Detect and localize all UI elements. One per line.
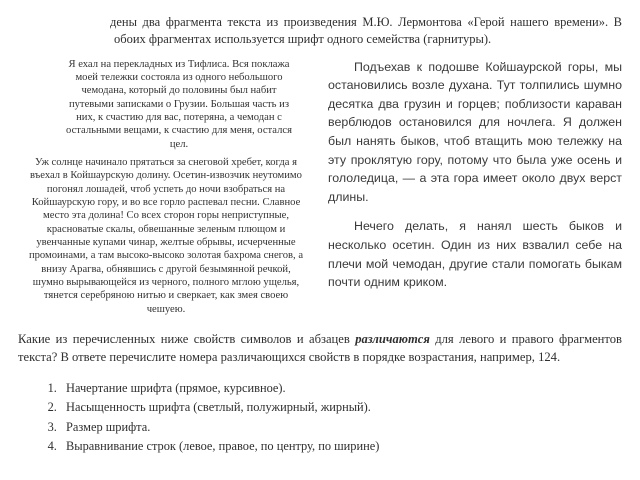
fragments-container xyxy=(18,58,622,322)
left-fragment-paragraph-1: Я ехал на перекладных из Тифлиса. Вся поклажа моей тележки состояла из одного небольшого чемодана, который до половины был набит путевыми записками о Грузии. Большая часть из них, к счастию для вас, потеряна, а чемодан с остальными вещами, к счастию для меня, остался цел. xyxy=(66,58,292,150)
question-emphasis: различаются xyxy=(355,332,430,347)
right-fragment-paragraph-2: Нечего делать, я нанял шесть быков и несколько осетин. Один из них взвалил себе на плечи мой чемодан, другие стали помогать быкам почти одним криком. xyxy=(328,219,622,290)
intro-paragraph xyxy=(18,14,622,49)
options-list xyxy=(18,379,622,454)
list-item: 1. Начертание шрифта (прямое, курсивное). xyxy=(60,379,622,397)
question-text xyxy=(18,331,622,367)
intro-text: дены два фрагмента текста из произведения М.Ю. Лермонтова «Герой нашего времени». В обоих фрагментах используется шрифт одного семейства (гарнитуры). xyxy=(110,15,622,47)
left-fragment xyxy=(18,58,312,322)
list-item: 4. Выравнивание строк (левое, правое, по центру, по ширине) xyxy=(60,437,622,455)
list-item: 2. Насыщенность шрифта (светлый, полужирный, жирный). xyxy=(60,398,622,416)
right-fragment-paragraph-1: Подъехав к подошве Койшаурской горы, мы остановились возле духана. Тут толпились шумно десятка два грузин и горцев; поблизости караван верблюдов остановился для ночлега. Я должен был нанять быков, чтоб втащить мою тележку на эту проклятую гору, потому что была уже осень и гололедица, — а эта гора имеет около двух верст длины. xyxy=(328,59,622,204)
question-text-after: для левого и правого фрагментов текста? В ответе перечислите номера различающихся свойств в порядке возрастания, например, 124. xyxy=(18,332,622,364)
question-text-before: Какие из перечисленных ниже свойств символов и абзацев xyxy=(18,332,356,347)
list-item: 3. Размер шрифта. xyxy=(60,418,622,436)
right-fragment xyxy=(328,58,622,303)
left-fragment-paragraph-2: Уж солнце начинало прятаться за снеговой хребет, когда я въехал в Койшаурскую долину. Осетин-извозчик неутомимо погонял лошадей, чтоб успеть до ночи взобраться на Койшаурскую гору, и во все горло распевал песни. Славное место эта долина! Со всех сторон горы неприступные, красноватые скалы, обвешанные зеленым плющом и увенчанные купами чинар, желтые обрывы, исчерченные промоинами, а там высоко-высоко золотая бахрома снегов, а внизу Арагва, обнявшись с другой безымянной речкой, шумно вырывающейся из черного, полного мглою ущелья, тянется серебряною нитью и сверкает, как змея своею чешуею. xyxy=(28,156,304,315)
